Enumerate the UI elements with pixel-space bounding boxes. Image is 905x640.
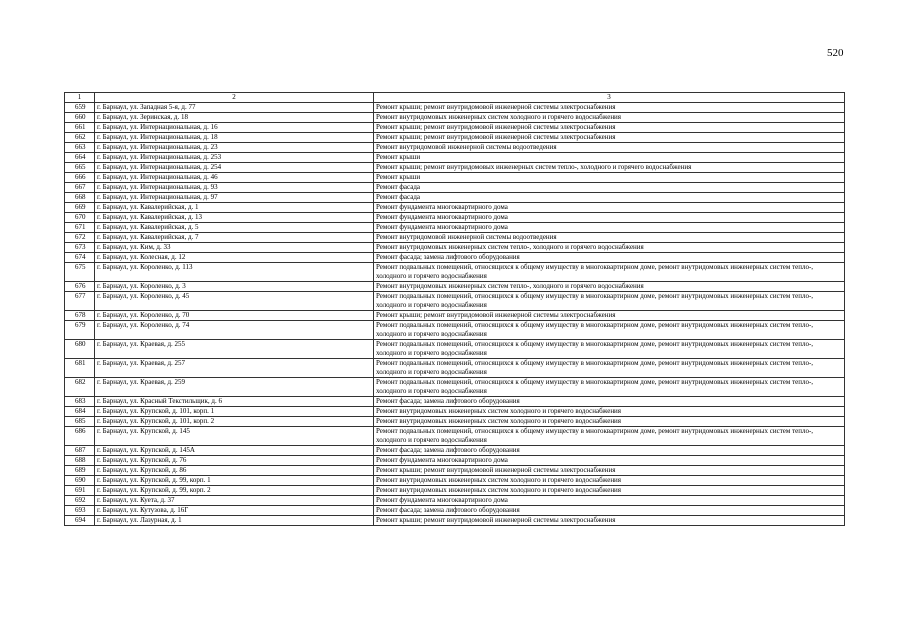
work-type-cell: Ремонт крыши; ремонт внутридомовой инженерной системы электроснабжения (374, 516, 845, 526)
address-cell: г. Барнаул, ул. Интернациональная, д. 93 (95, 183, 374, 193)
row-number-cell: 663 (65, 143, 95, 153)
row-number-cell: 659 (65, 103, 95, 113)
table-header-row (65, 93, 845, 103)
address-cell: г. Барнаул, ул. Крупской, д. 76 (95, 456, 374, 466)
header-cell-work: 3 (374, 93, 845, 103)
row-number-cell: 662 (65, 133, 95, 143)
address-cell: г. Барнаул, ул. Кавалерийская, д. 5 (95, 223, 374, 233)
table-row (65, 516, 845, 526)
row-number-cell: 688 (65, 456, 95, 466)
address-cell: г. Барнаул, ул. Короленко, д. 3 (95, 282, 374, 292)
table-row (65, 263, 845, 282)
row-number-cell: 691 (65, 486, 95, 496)
address-cell: г. Барнаул, ул. Интернациональная, д. 23 (95, 143, 374, 153)
table-row (65, 476, 845, 486)
table-row (65, 466, 845, 476)
table-row (65, 359, 845, 378)
row-number-cell: 666 (65, 173, 95, 183)
work-type-cell: Ремонт внутридомовой инженерной системы водоотведения (374, 143, 845, 153)
work-type-cell: Ремонт подвальных помещений, относящихся к общему имуществу в многоквартирном доме, ремонт внутридомовых инженерных систем тепло-, холодного и горячего водоснабжения (374, 427, 845, 446)
work-type-cell: Ремонт фундамента многоквартирного дома (374, 213, 845, 223)
work-type-cell: Ремонт внутридомовых инженерных систем холодного и горячего водоснабжения (374, 417, 845, 427)
row-number-cell: 680 (65, 340, 95, 359)
work-type-cell: Ремонт фасада; замена лифтового оборудования (374, 446, 845, 456)
table-row (65, 282, 845, 292)
address-cell: г. Барнаул, ул. Краевая, д. 257 (95, 359, 374, 378)
row-number-cell: 683 (65, 397, 95, 407)
work-type-cell: Ремонт подвальных помещений, относящихся к общему имуществу в многоквартирном доме, ремонт внутридомовых инженерных систем тепло-, холодного и горячего водоснабжения (374, 321, 845, 340)
row-number-cell: 684 (65, 407, 95, 417)
row-number-cell: 682 (65, 378, 95, 397)
row-number-cell: 692 (65, 496, 95, 506)
work-type-cell: Ремонт подвальных помещений, относящихся к общему имуществу в многоквартирном доме, ремонт внутридомовых инженерных систем тепло-, холодного и горячего водоснабжения (374, 292, 845, 311)
table-row (65, 506, 845, 516)
row-number-cell: 686 (65, 427, 95, 446)
table-row (65, 223, 845, 233)
address-cell: г. Барнаул, ул. Западная 5-я, д. 77 (95, 103, 374, 113)
work-type-cell: Ремонт крыши; ремонт внутридомовой инженерной системы электроснабжения (374, 311, 845, 321)
table-row (65, 173, 845, 183)
work-type-cell: Ремонт крыши (374, 153, 845, 163)
row-number-cell: 670 (65, 213, 95, 223)
table-row (65, 193, 845, 203)
table-row (65, 103, 845, 113)
row-number-cell: 665 (65, 163, 95, 173)
table-row (65, 321, 845, 340)
table-row (65, 340, 845, 359)
table-row (65, 311, 845, 321)
row-number-cell: 687 (65, 446, 95, 456)
table-row (65, 213, 845, 223)
table-row (65, 203, 845, 213)
address-cell: г. Барнаул, ул. Кавалерийская, д. 13 (95, 213, 374, 223)
work-type-cell: Ремонт фундамента многоквартирного дома (374, 496, 845, 506)
work-type-cell: Ремонт внутридомовой инженерной системы водоотведения (374, 233, 845, 243)
row-number-cell: 676 (65, 282, 95, 292)
row-number-cell: 685 (65, 417, 95, 427)
address-cell: г. Барнаул, ул. Короленко, д. 70 (95, 311, 374, 321)
address-cell: г. Барнаул, ул. Интернациональная, д. 18 (95, 133, 374, 143)
address-cell: г. Барнаул, ул. Интернациональная, д. 253 (95, 153, 374, 163)
address-cell: г. Барнаул, ул. Кавалерийская, д. 1 (95, 203, 374, 213)
table-row (65, 163, 845, 173)
table-row (65, 292, 845, 311)
address-cell: г. Барнаул, ул. Крупской, д. 86 (95, 466, 374, 476)
address-cell: г. Барнаул, ул. Крупской, д. 101, корп. 1 (95, 407, 374, 417)
address-cell: г. Барнаул, ул. Короленко, д. 74 (95, 321, 374, 340)
table-row (65, 427, 845, 446)
repair-schedule-table (64, 92, 845, 526)
work-type-cell: Ремонт крыши; ремонт внутридомовых инженерных систем тепло-, холодного и горячего водоснабжения (374, 163, 845, 173)
work-type-cell: Ремонт внутридомовых инженерных систем тепло-, холодного и горячего водоснабжения (374, 282, 845, 292)
work-type-cell: Ремонт фасада; замена лифтового оборудования (374, 397, 845, 407)
table-row (65, 407, 845, 417)
table-row (65, 496, 845, 506)
table-row (65, 446, 845, 456)
work-type-cell: Ремонт крыши; ремонт внутридомовой инженерной системы электроснабжения (374, 466, 845, 476)
table-row (65, 378, 845, 397)
row-number-cell: 677 (65, 292, 95, 311)
address-cell: г. Барнаул, ул. Интернациональная, д. 46 (95, 173, 374, 183)
row-number-cell: 678 (65, 311, 95, 321)
address-cell: г. Барнаул, ул. Интернациональная, д. 97 (95, 193, 374, 203)
work-type-cell: Ремонт подвальных помещений, относящихся к общему имуществу в многоквартирном доме, ремонт внутридомовых инженерных систем тепло-, холодного и горячего водоснабжения (374, 359, 845, 378)
address-cell: г. Барнаул, ул. Краевая, д. 259 (95, 378, 374, 397)
table-body (65, 93, 845, 526)
row-number-cell: 672 (65, 233, 95, 243)
work-type-cell: Ремонт фундамента многоквартирного дома (374, 203, 845, 213)
header-cell-address: 2 (95, 93, 374, 103)
row-number-cell: 679 (65, 321, 95, 340)
address-cell: г. Барнаул, ул. Короленко, д. 113 (95, 263, 374, 282)
table-row (65, 397, 845, 407)
address-cell: г. Барнаул, ул. Крупской, д. 99, корп. 2 (95, 486, 374, 496)
address-cell: г. Барнаул, ул. Крупской, д. 145 (95, 427, 374, 446)
row-number-cell: 664 (65, 153, 95, 163)
address-cell: г. Барнаул, ул. Ким, д. 33 (95, 243, 374, 253)
address-cell: г. Барнаул, ул. Интернациональная, д. 16 (95, 123, 374, 133)
address-cell: г. Барнаул, ул. Кутузова, д. 16Г (95, 506, 374, 516)
table-row (65, 143, 845, 153)
address-cell: г. Барнаул, ул. Краевая, д. 255 (95, 340, 374, 359)
work-type-cell: Ремонт фундамента многоквартирного дома (374, 223, 845, 233)
address-cell: г. Барнаул, ул. Зеринская, д. 18 (95, 113, 374, 123)
row-number-cell: 681 (65, 359, 95, 378)
work-type-cell: Ремонт подвальных помещений, относящихся к общему имуществу в многоквартирном доме, ремонт внутридомовых инженерных систем тепло-, холодного и горячего водоснабжения (374, 340, 845, 359)
work-type-cell: Ремонт крыши; ремонт внутридомовой инженерной системы электроснабжения (374, 123, 845, 133)
address-cell: г. Барнаул, ул. Куета, д. 37 (95, 496, 374, 506)
table-row (65, 133, 845, 143)
table-row (65, 183, 845, 193)
address-cell: г. Барнаул, ул. Колесная, д. 12 (95, 253, 374, 263)
table-row (65, 123, 845, 133)
table-row (65, 113, 845, 123)
work-type-cell: Ремонт фасада (374, 193, 845, 203)
table-row (65, 486, 845, 496)
row-number-cell: 661 (65, 123, 95, 133)
table-row (65, 153, 845, 163)
address-cell: г. Барнаул, ул. Короленко, д. 45 (95, 292, 374, 311)
row-number-cell: 669 (65, 203, 95, 213)
table-row (65, 456, 845, 466)
address-cell: г. Барнаул, ул. Красный Текстильщик, д. 6 (95, 397, 374, 407)
header-cell-number: 1 (65, 93, 95, 103)
table-row (65, 417, 845, 427)
work-type-cell: Ремонт подвальных помещений, относящихся к общему имуществу в многоквартирном доме, ремонт внутридомовых инженерных систем тепло-, холодного и горячего водоснабжения (374, 378, 845, 397)
row-number-cell: 667 (65, 183, 95, 193)
work-type-cell: Ремонт фасада (374, 183, 845, 193)
work-type-cell: Ремонт фасада; замена лифтового оборудования (374, 506, 845, 516)
row-number-cell: 675 (65, 263, 95, 282)
work-type-cell: Ремонт внутридомовых инженерных систем холодного и горячего водоснабжения (374, 476, 845, 486)
row-number-cell: 671 (65, 223, 95, 233)
work-type-cell: Ремонт крыши; ремонт внутридомовой инженерной системы электроснабжения (374, 103, 845, 113)
work-type-cell: Ремонт внутридомовых инженерных систем холодного и горячего водоснабжения (374, 113, 845, 123)
table-row (65, 233, 845, 243)
row-number-cell: 690 (65, 476, 95, 486)
row-number-cell: 673 (65, 243, 95, 253)
row-number-cell: 689 (65, 466, 95, 476)
address-cell: г. Барнаул, ул. Интернациональная, д. 254 (95, 163, 374, 173)
address-cell: г. Барнаул, ул. Лазурная, д. 1 (95, 516, 374, 526)
table-row (65, 243, 845, 253)
row-number-cell: 668 (65, 193, 95, 203)
row-number-cell: 694 (65, 516, 95, 526)
page-number: 520 (827, 47, 844, 59)
row-number-cell: 674 (65, 253, 95, 263)
work-type-cell: Ремонт фасада; замена лифтового оборудования (374, 253, 845, 263)
row-number-cell: 660 (65, 113, 95, 123)
work-type-cell: Ремонт фундамента многоквартирного дома (374, 456, 845, 466)
work-type-cell: Ремонт подвальных помещений, относящихся к общему имуществу в многоквартирном доме, ремонт внутридомовых инженерных систем тепло-, холодного и горячего водоснабжения (374, 263, 845, 282)
table-row (65, 253, 845, 263)
address-cell: г. Барнаул, ул. Кавалерийская, д. 7 (95, 233, 374, 243)
work-type-cell: Ремонт крыши; ремонт внутридомовой инженерной системы электроснабжения (374, 133, 845, 143)
address-cell: г. Барнаул, ул. Крупской, д. 101, корп. 2 (95, 417, 374, 427)
work-type-cell: Ремонт внутридомовых инженерных систем холодного и горячего водоснабжения (374, 486, 845, 496)
address-cell: г. Барнаул, ул. Крупской, д. 99, корп. 1 (95, 476, 374, 486)
work-type-cell: Ремонт внутридомовых инженерных систем холодного и горячего водоснабжения (374, 407, 845, 417)
work-type-cell: Ремонт внутридомовых инженерных систем тепло-, холодного и горячего водоснабжения (374, 243, 845, 253)
address-cell: г. Барнаул, ул. Крупской, д. 145А (95, 446, 374, 456)
work-type-cell: Ремонт крыши (374, 173, 845, 183)
row-number-cell: 693 (65, 506, 95, 516)
